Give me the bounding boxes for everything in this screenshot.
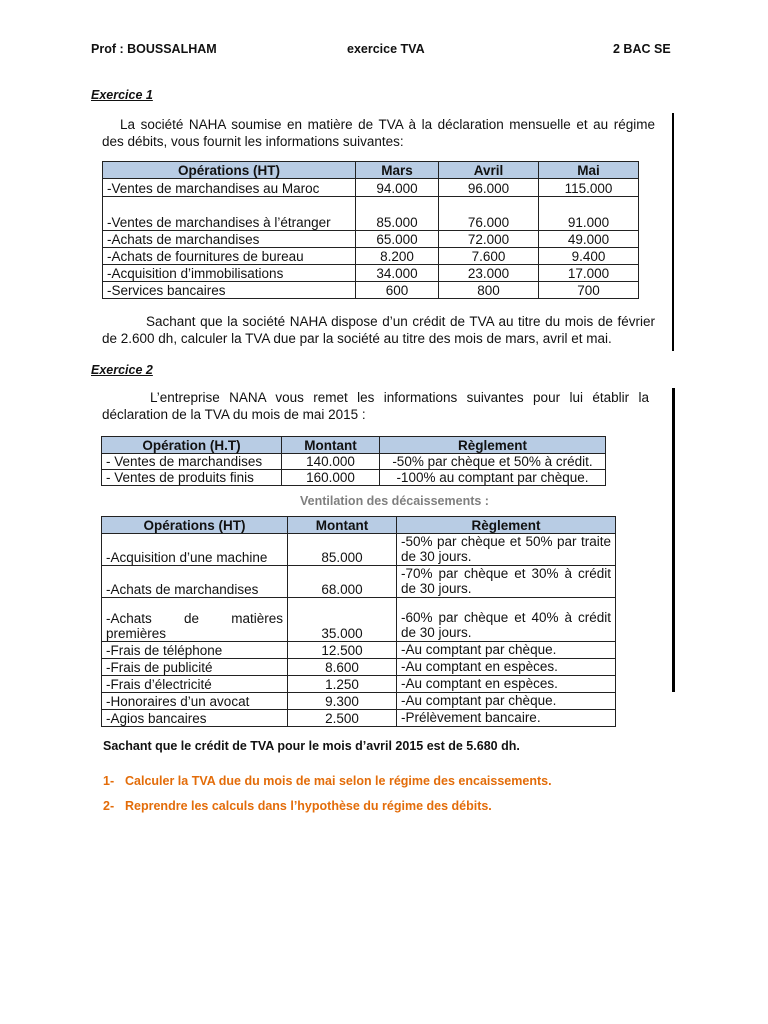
table-cell: 140.000 [282, 454, 380, 470]
table-cell: -Frais de publicité [102, 659, 288, 676]
column-header: Avril [439, 162, 539, 179]
table-cell: 115.000 [539, 179, 639, 197]
table-row [103, 197, 639, 231]
table-cell: -Au comptant par chèque. [397, 693, 616, 710]
question-number: 2- [103, 799, 115, 813]
table-cell: -Achats de marchandises [102, 566, 288, 598]
table-cell: -60% par chèque et 40% à crédit de 30 jours. [397, 598, 616, 642]
table-cell: 160.000 [282, 470, 380, 486]
table-cell: 96.000 [439, 179, 539, 197]
table-row [103, 231, 639, 248]
table-cell: 9.300 [288, 693, 397, 710]
column-header: Mars [356, 162, 439, 179]
table-cell: 91.000 [539, 197, 639, 231]
question-1 [103, 774, 552, 788]
table-cell: 2.500 [288, 710, 397, 727]
exercice2-note: Sachant que le crédit de TVA pour le mois d’avril 2015 est de 5.680 dh. [103, 739, 520, 753]
table-cell: 17.000 [539, 265, 639, 282]
table-cell: 8.200 [356, 248, 439, 265]
exercice2-disbursements-table [101, 516, 616, 727]
table-cell: 85.000 [288, 534, 397, 566]
table-header-row [102, 437, 606, 454]
table-cell: 34.000 [356, 265, 439, 282]
table-header-row [103, 162, 639, 179]
question-text: Reprendre les calculs dans l’hypothèse du régime des débits. [125, 799, 492, 813]
margin-bar [672, 113, 674, 351]
table-cell: 94.000 [356, 179, 439, 197]
table-row [102, 693, 616, 710]
table-cell: -Achats de marchandises [103, 231, 356, 248]
table-cell: 35.000 [288, 598, 397, 642]
table-row [103, 265, 639, 282]
table-row [102, 659, 616, 676]
table-row [103, 282, 639, 299]
column-header: Mai [539, 162, 639, 179]
table-cell: -Ventes de marchandises à l’étranger [103, 197, 356, 231]
table-cell: 9.400 [539, 248, 639, 265]
exercice2-title: Exercice 2 [91, 363, 153, 377]
table-cell: - Ventes de produits finis [102, 470, 282, 486]
header-level: 2 BAC SE [613, 42, 671, 56]
table-cell: -Services bancaires [103, 282, 356, 299]
column-header: Règlement [380, 437, 606, 454]
table-cell: 49.000 [539, 231, 639, 248]
question-number: 1- [103, 774, 115, 788]
exercice1-title: Exercice 1 [91, 88, 153, 102]
table-cell: -Ventes de marchandises au Maroc [103, 179, 356, 197]
table-cell: 800 [439, 282, 539, 299]
exercice1-question: Sachant que la société NAHA dispose d’un crédit de TVA au titre du mois de février de 2.600 dh, calculer la TVA due par la société au titre des mois de mars, avril et mai. [102, 314, 655, 346]
table-cell: -Au comptant en espèces. [397, 659, 616, 676]
table-cell: 1.250 [288, 676, 397, 693]
question-text: Calculer la TVA due du mois de mai selon le régime des encaissements. [125, 774, 552, 788]
table-cell: -Achats de matières premières [102, 598, 288, 642]
table-cell: - Ventes de marchandises [102, 454, 282, 470]
table-cell: 72.000 [439, 231, 539, 248]
table-row [102, 710, 616, 727]
table-cell: 65.000 [356, 231, 439, 248]
column-header: Règlement [397, 517, 616, 534]
table-cell: -Acquisition d’une machine [102, 534, 288, 566]
column-header: Opérations (HT) [102, 517, 288, 534]
table-cell: 12.500 [288, 642, 397, 659]
table-cell: 23.000 [439, 265, 539, 282]
table-cell: -Frais d’électricité [102, 676, 288, 693]
table-row [102, 566, 616, 598]
table-cell: -Agios bancaires [102, 710, 288, 727]
table-row [102, 642, 616, 659]
margin-bar-2 [672, 388, 675, 692]
question-2 [103, 799, 492, 813]
table-cell: -Frais de téléphone [102, 642, 288, 659]
table-cell: -50% par chèque et 50% par traite de 30 jours. [397, 534, 616, 566]
exercice1-intro: La société NAHA soumise en matière de TVA à la déclaration mensuelle et au régime des débits, vous fournit les informations suivantes: [102, 117, 655, 149]
table-cell: 76.000 [439, 197, 539, 231]
table-cell: 7.600 [439, 248, 539, 265]
table-cell: 8.600 [288, 659, 397, 676]
table-row [102, 598, 616, 642]
table-cell: -50% par chèque et 50% à crédit. [380, 454, 606, 470]
table-cell: 85.000 [356, 197, 439, 231]
table-cell: -Prélèvement bancaire. [397, 710, 616, 727]
table-cell: 600 [356, 282, 439, 299]
table-cell: -Achats de fournitures de bureau [103, 248, 356, 265]
table-row [102, 454, 606, 470]
ventilation-subtitle: Ventilation des décaissements : [300, 494, 489, 508]
column-header: Opération (H.T) [102, 437, 282, 454]
table-cell: -Au comptant par chèque. [397, 642, 616, 659]
column-header: Opérations (HT) [103, 162, 356, 179]
table-cell: -Au comptant en espèces. [397, 676, 616, 693]
table-cell: -70% par chèque et 30% à crédit de 30 jours. [397, 566, 616, 598]
exercice1-table [102, 161, 639, 299]
header-title: exercice TVA [347, 42, 425, 56]
table-cell: -100% au comptant par chèque. [380, 470, 606, 486]
table-cell: -Acquisition d’immobilisations [103, 265, 356, 282]
column-header: Montant [282, 437, 380, 454]
table-row [102, 470, 606, 486]
table-cell: 68.000 [288, 566, 397, 598]
header-author: Prof : BOUSSALHAM [91, 42, 217, 56]
table-cell: 700 [539, 282, 639, 299]
column-header: Montant [288, 517, 397, 534]
exercice2-intro: L’entreprise NANA vous remet les informations suivantes pour lui établir la déclaration de la TVA du mois de mai 2015 : [102, 390, 649, 422]
table-row [102, 676, 616, 693]
table-header-row [102, 517, 616, 534]
table-row [102, 534, 616, 566]
table-row [103, 248, 639, 265]
table-cell: -Honoraires d’un avocat [102, 693, 288, 710]
table-row [103, 179, 639, 197]
exercice2-sales-table [101, 436, 606, 486]
